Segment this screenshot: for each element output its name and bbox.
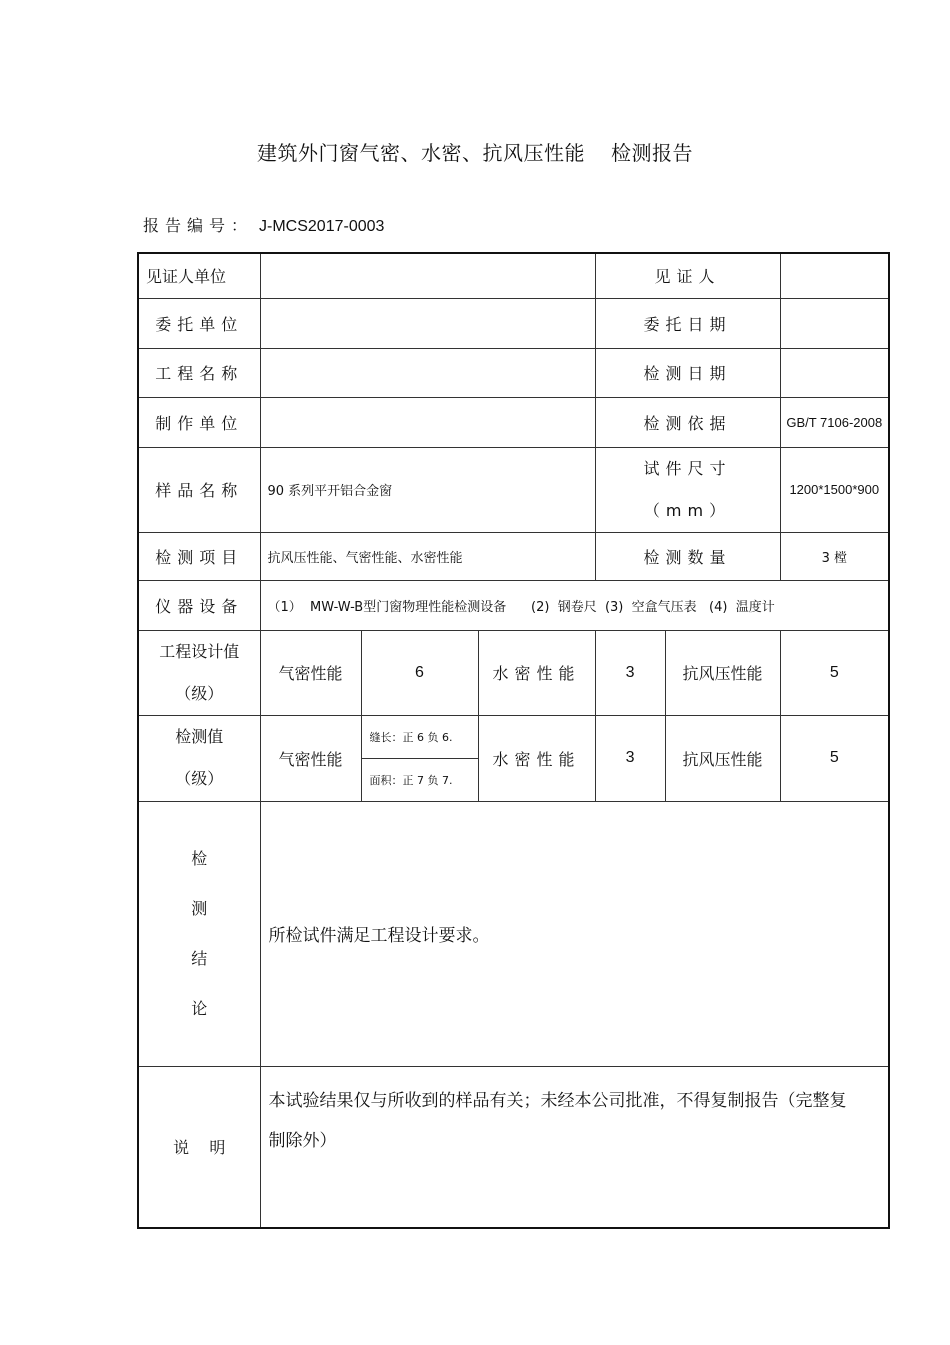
measured-air-detail — [361, 715, 478, 801]
witness-label: 见证人 — [595, 253, 780, 298]
size-label-line1: 试件尺寸 — [643, 458, 732, 478]
measured-label-line1: 检测值 — [175, 727, 224, 746]
report-number-value: J-MCS2017-0003 — [259, 218, 385, 235]
witness-unit-label: 见证人单位 — [138, 253, 260, 298]
test-date-value — [780, 348, 889, 397]
client-unit-label: 委托单位 — [138, 298, 260, 348]
sample-name-value: 90 系列平开铝合金窗 — [260, 447, 595, 532]
report-title-main: 建筑外门窗气密、水密、抗风压性能 — [257, 141, 585, 165]
qty-label: 检测数量 — [595, 532, 780, 580]
conclusion-char: 论 — [191, 998, 208, 1018]
measured-label — [138, 715, 260, 801]
design-water-value: 3 — [595, 630, 665, 715]
measured-air-area: 面积：正 7 负 7. — [369, 773, 453, 787]
client-date-value — [780, 298, 889, 348]
measured-water-label: 水密性能 — [478, 715, 595, 801]
project-name-label: 工程名称 — [138, 348, 260, 397]
design-label — [138, 630, 260, 715]
report-table — [137, 252, 890, 1229]
note-text: 本试验结果仅与所收到的样品有关；未经本公司批准，不得复制报告（完整复制除外） — [260, 1066, 889, 1228]
report-title-suffix: 检测报告 — [611, 141, 693, 165]
client-date-label: 委托日期 — [595, 298, 780, 348]
conclusion-label — [138, 801, 260, 1066]
report-title — [0, 137, 950, 166]
qty-value: 3 樘 — [780, 532, 889, 580]
test-date-label: 检测日期 — [595, 348, 780, 397]
design-air-value: 6 — [361, 630, 478, 715]
project-name-value — [260, 348, 595, 397]
design-wind-label: 抗风压性能 — [665, 630, 780, 715]
design-water-label: 水密性能 — [478, 630, 595, 715]
witness-unit-value — [260, 253, 595, 298]
items-label: 检测项目 — [138, 532, 260, 580]
measured-water-value: 3 — [595, 715, 665, 801]
maker-label: 制作单位 — [138, 397, 260, 447]
conclusion-char: 测 — [191, 898, 208, 918]
measured-wind-label: 抗风压性能 — [665, 715, 780, 801]
size-label-line2: （mm） — [643, 500, 732, 520]
basis-value: GB/T 7106-2008 — [780, 397, 889, 447]
size-value: 1200*1500*900 — [780, 447, 889, 532]
witness-value — [780, 253, 889, 298]
design-wind-value: 5 — [780, 630, 889, 715]
design-label-line2: （级） — [175, 683, 224, 703]
equip-label: 仪器设备 — [138, 580, 260, 630]
report-number — [143, 213, 384, 236]
client-unit-value — [260, 298, 595, 348]
measured-wind-value: 5 — [780, 715, 889, 801]
measured-air-seam: 缝长：正 6 负 6. — [362, 716, 478, 759]
size-label — [595, 447, 780, 532]
maker-value — [260, 397, 595, 447]
items-value: 抗风压性能、气密性能、水密性能 — [260, 532, 595, 580]
design-label-line1: 工程设计值 — [159, 641, 240, 661]
conclusion-char: 结 — [191, 948, 208, 968]
design-air-label: 气密性能 — [260, 630, 361, 715]
report-number-label: 报告编号： — [143, 216, 254, 235]
sample-name-label: 样品名称 — [138, 447, 260, 532]
measured-air-label: 气密性能 — [260, 715, 361, 801]
measured-label-line2: （级） — [175, 769, 224, 788]
conclusion-text: 所检试件满足工程设计要求。 — [260, 801, 889, 1066]
equip-value: （1） MW-W-B型门窗物理性能检测设备 (2) 钢卷尺 (3) 空盒气压表 (4) 温度计 — [260, 580, 889, 630]
note-label: 说 明 — [138, 1066, 260, 1228]
basis-label: 检测依据 — [595, 397, 780, 447]
conclusion-char: 检 — [191, 848, 208, 868]
